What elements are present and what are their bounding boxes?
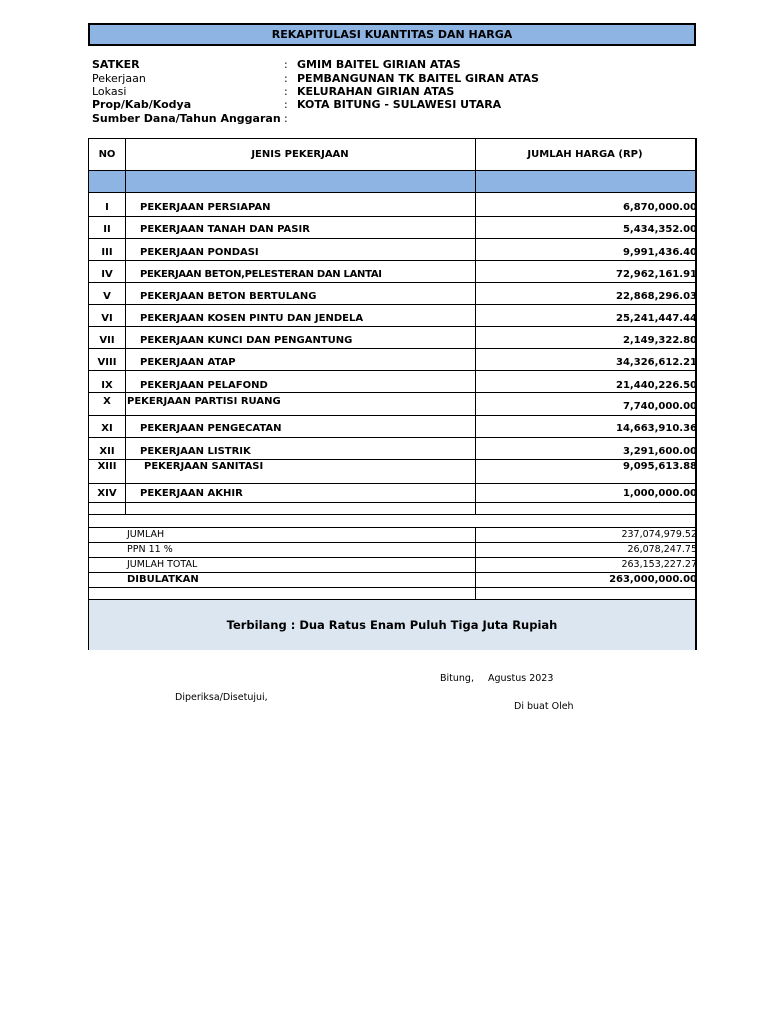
info-label: Prop/Kab/Kodya [92,98,192,111]
info-label: Pekerjaan [92,72,146,85]
row-name: PEKERJAAN SANITASI [144,461,264,472]
row-name: PEKERJAAN LISTRIK [140,446,251,457]
row-name: PEKERJAAN ATAP [140,357,236,368]
row-no: V [103,291,111,302]
row-line [89,542,695,543]
row-amount: 1,000,000.00 [622,488,697,499]
summary-amount: 237,074,979.52 [621,529,697,540]
info-colon: : [284,112,288,125]
info-colon: : [284,72,288,85]
info-value: KELURAHAN GIRIAN ATAS [297,85,455,98]
row-no: III [101,247,113,258]
row-amount: 22,868,296.03 [616,291,697,302]
row-name: PEKERJAAN BETON BERTULANG [140,291,317,302]
row-no: XII [99,446,115,457]
row-line [89,192,695,193]
row-no: XIII [97,461,117,472]
row-name: PEKERJAAN BETON,PELESTERAN DAN LANTAI [140,269,382,280]
row-line [89,216,695,217]
row-line [89,437,695,438]
row-line [89,304,695,305]
row-line [89,392,695,393]
row-line [89,415,695,416]
row-amount: 6,870,000.00 [622,202,697,213]
row-no: I [105,202,109,213]
row-no: XIV [97,488,117,499]
summary-label: JUMLAH [127,529,165,540]
row-line [89,326,695,327]
footer-place: Bitung, [440,673,474,684]
row-line [89,370,695,371]
summary-amount: 263,000,000.00 [609,574,697,585]
col-divider-summary [475,527,476,599]
row-no: VII [99,335,115,346]
info-value: GMIM BAITEL GIRIAN ATAS [297,58,461,71]
summary-amount: 263,153,227.27 [621,559,697,570]
summary-label: DIBULATKAN [127,574,199,585]
summary-amount: 26,078,247.75 [627,544,697,555]
header-jenis: JENIS PEKERJAAN [251,149,349,160]
row-no: VI [101,313,113,324]
row-no: II [103,224,111,235]
row-amount: 9,095,613.88 [622,461,697,472]
row-name: PEKERJAAN KUNCI DAN PENGANTUNG [140,335,353,346]
row-line [89,572,695,573]
row-no: IV [101,269,113,280]
row-amount: 14,663,910.36 [616,423,697,434]
row-amount: 3,291,600.00 [622,446,697,457]
footer-made-by: Di buat Oleh [514,701,574,712]
row-line [89,459,695,460]
row-name: PEKERJAAN PENGECATAN [140,423,282,434]
terbilang-text: Terbilang : Dua Ratus Enam Puluh Tiga Juta Rupiah [89,599,695,650]
row-line [89,483,695,484]
footer-checked-by: Diperiksa/Disetujui, [175,692,268,703]
row-line [89,170,695,171]
row-name: PEKERJAAN PELAFOND [140,380,268,391]
row-line [89,587,695,588]
row-name: PEKERJAAN PONDASI [140,247,259,258]
row-amount: 7,740,000.00 [622,401,697,412]
row-line [89,348,695,349]
row-line [89,238,695,239]
info-label: SATKER [92,58,140,71]
row-no: IX [101,380,113,391]
header-band [89,171,695,192]
info-colon: : [284,98,288,111]
info-label: Sumber Dana/Tahun Anggaran [92,112,281,125]
row-no: VIII [97,357,117,368]
page-title: REKAPITULASI KUANTITAS DAN HARGA [88,23,696,46]
info-colon: : [284,85,288,98]
summary-label: PPN 11 % [127,544,173,555]
info-value: KOTA BITUNG - SULAWESI UTARA [297,98,502,111]
row-line [89,514,695,515]
header-no: NO [98,149,116,160]
row-amount: 21,440,226.50 [616,380,697,391]
info-value: PEMBANGUNAN TK BAITEL GIRAN ATAS [297,72,539,85]
row-line [89,260,695,261]
row-no: XI [101,423,113,434]
row-name: PEKERJAAN PERSIAPAN [140,202,271,213]
row-amount: 34,326,612.21 [616,357,697,368]
recap-table [88,138,697,650]
info-colon: : [284,58,288,71]
info-label: Lokasi [92,85,127,98]
row-amount: 72,962,161.91 [616,269,697,280]
row-amount: 9,991,436.40 [622,247,697,258]
row-line [89,557,695,558]
row-amount: 5,434,352.00 [622,224,697,235]
row-amount: 2,149,322.80 [622,335,697,346]
row-no: X [103,396,111,407]
summary-label: JUMLAH TOTAL [127,559,198,570]
footer-date: Agustus 2023 [488,673,554,684]
row-name: PEKERJAAN KOSEN PINTU DAN JENDELA [140,313,364,324]
row-name: PEKERJAAN TANAH DAN PASIR [140,224,310,235]
row-line [89,527,695,528]
row-name: PEKERJAAN PARTISI RUANG [127,396,281,407]
row-line [89,502,695,503]
row-name: PEKERJAAN AKHIR [140,488,243,499]
row-line [89,282,695,283]
row-amount: 25,241,447.44 [616,313,697,324]
header-harga: JUMLAH HARGA (RP) [527,149,643,160]
